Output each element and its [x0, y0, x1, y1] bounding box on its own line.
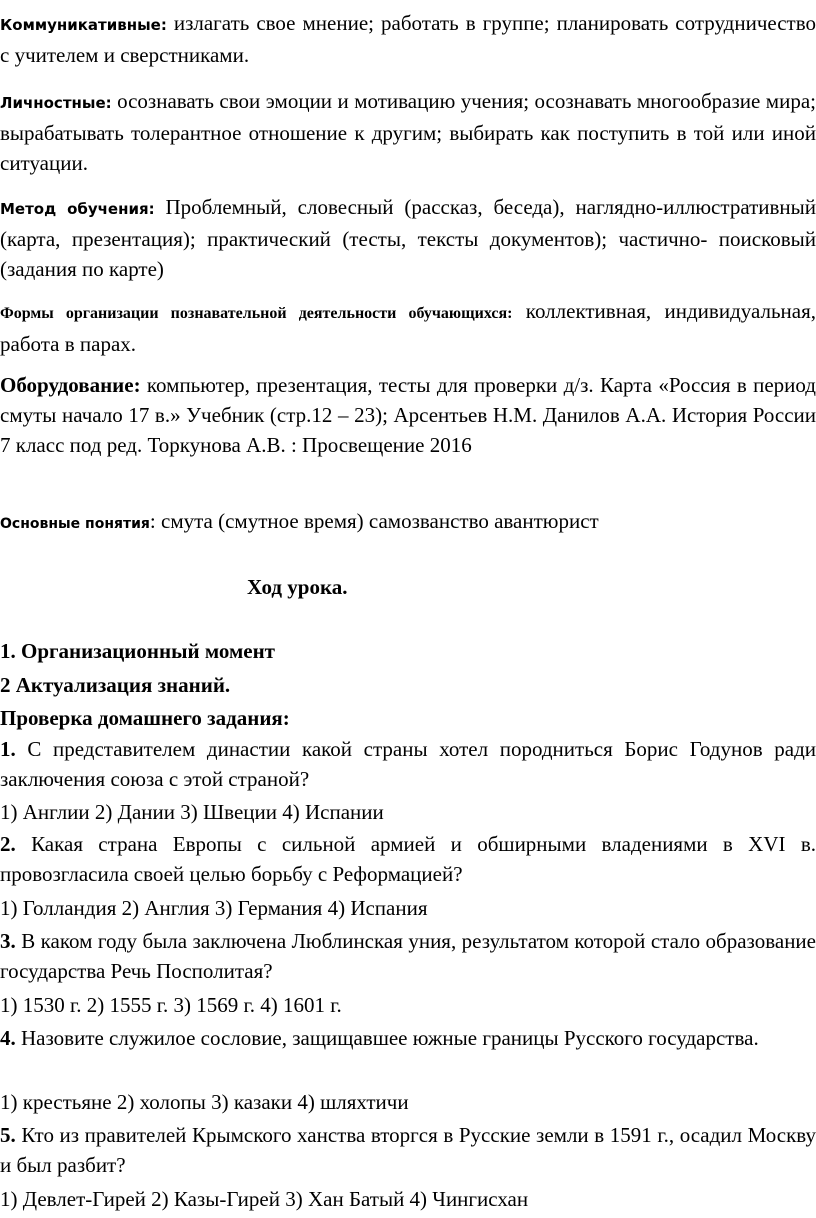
question-2-answers: 1) Голландия 2) Англия 3) Германия 4) Испания [0, 896, 428, 920]
question-number: 2. [0, 832, 16, 856]
question-1-answers: 1) Англии 2) Дании 3) Швеции 4) Испании [0, 800, 384, 824]
communicative-paragraph [0, 8, 816, 70]
question-text: Кто из правителей Крымского ханства вторгся в Русские земли в 1591 г., осадил Москву и был разбит? [0, 1123, 816, 1177]
section-actualization: 2 Актуализация знаний. [0, 673, 231, 697]
question-5 [0, 1120, 816, 1180]
question-number: 4. [0, 1026, 16, 1050]
question-number: 5. [0, 1123, 16, 1147]
question-5-answers: 1) Девлет-Гирей 2) Казы-Гирей 3) Хан Батый 4) Чингисхан [0, 1187, 529, 1211]
concepts-text: : смута (смутное время) самозванство авантюрист [149, 509, 599, 533]
equipment-paragraph [0, 370, 816, 460]
question-1 [0, 734, 816, 794]
equipment-label: Оборудование: [0, 373, 141, 397]
question-3-answers: 1) 1530 г. 2) 1555 г. 3) 1569 г. 4) 1601 г. [0, 993, 342, 1017]
section-homework-check: Проверка домашнего задания: [0, 706, 290, 730]
equipment-text: компьютер, презентация, тесты для проверки д/з. Карта «Россия в период смуты начало 17 в.» Учебник (стр.12 – 23); Арсентьев Н.М. Данилов А.А. История России 7 класс под ред. Торкунова А.В. : Просвещение 2016 [0, 373, 816, 457]
forms-label: Формы организации познавательной деятельности обучающихся: [0, 305, 513, 322]
question-text: В каком году была заключена Люблинская уния, результатом которой стало образование государства Речь Посполитая? [0, 929, 816, 983]
concepts-label: Основные понятия [0, 516, 150, 532]
question-4-answers: 1) крестьяне 2) холопы 3) казаки 4) шляхтичи [0, 1090, 409, 1114]
question-number: 1. [0, 737, 16, 761]
question-text: Назовите служилое сословие, защищавшее южные границы Русского государства. [15, 1026, 759, 1050]
question-text: С представителем династии какой страны хотел породниться Борис Годунов ради заключения союза с этой страной? [0, 737, 816, 791]
lesson-heading: Ход урока. [247, 575, 348, 599]
concepts-paragraph [0, 506, 816, 539]
method-label: Метод обучения: [0, 200, 155, 218]
question-2 [0, 829, 816, 889]
personal-paragraph [0, 86, 816, 178]
method-paragraph [0, 192, 816, 284]
question-3 [0, 926, 816, 986]
forms-text: коллективная, индивидуальная, работа в парах. [0, 299, 816, 356]
method-text: Проблемный, словесный (рассказ, беседа), наглядно-иллюстративный (карта, презентация); практический (тесты, тексты документов); частично- поисковый (задания по карте) [0, 195, 816, 281]
personal-label: Личностные: [0, 94, 112, 112]
personal-text: осознавать свои эмоции и мотивацию учения; осознавать многообразие мира; вырабатывать толерантное отношение к другим; выбирать как поступить в той или иной ситуации. [0, 89, 816, 175]
communicative-label: Коммуникативные: [0, 16, 167, 34]
section-organization: 1. Организационный момент [0, 639, 275, 663]
question-4 [0, 1023, 816, 1053]
question-number: 3. [0, 929, 16, 953]
question-text: Какая страна Европы с сильной армией и обширными владениями в XVI в. провозгласила своей целью борьбу с Реформацией? [0, 832, 816, 886]
forms-paragraph [0, 296, 816, 359]
communicative-text: излагать свое мнение; работать в группе; планировать сотрудничество с учителем и сверстниками. [0, 11, 816, 67]
